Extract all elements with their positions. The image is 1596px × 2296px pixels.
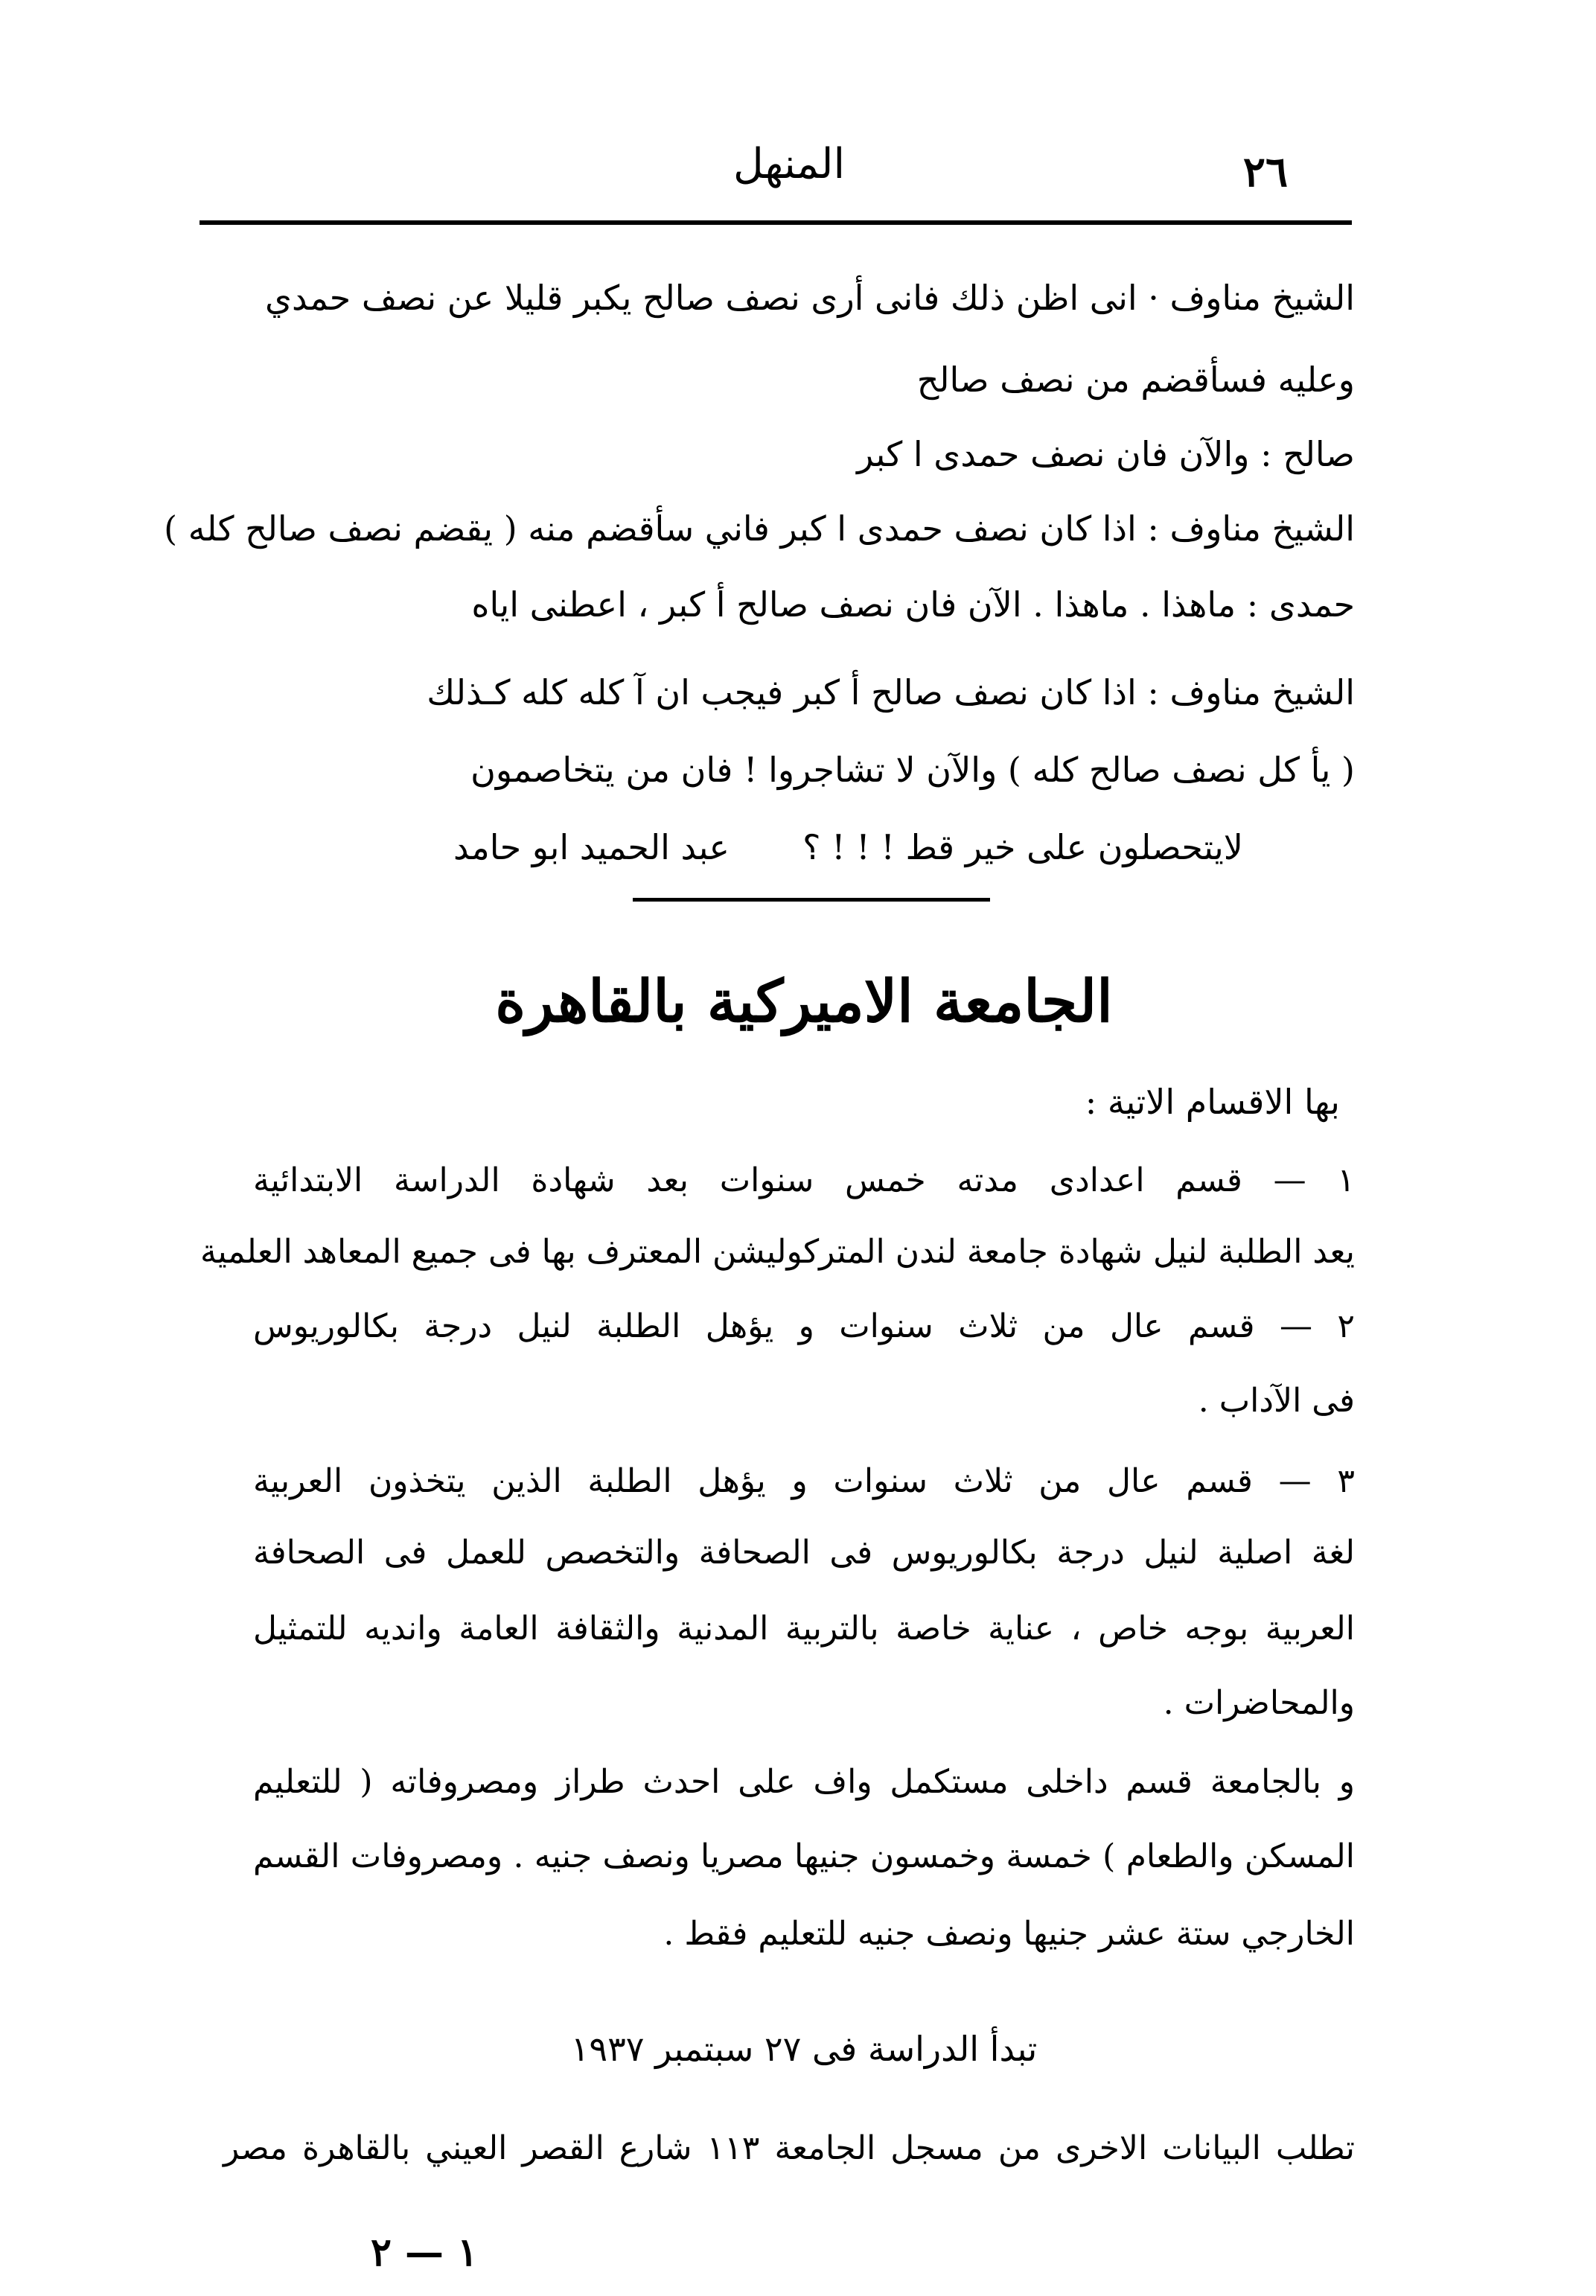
dialogue-line: صالح : والآن فان نصف حمدى ا كبر [857, 434, 1355, 474]
ad-line: المسكن والطعام ) خمسة وخمسون جنيها مصريا ونصف جنيه . ومصروفات القسم [253, 1837, 1355, 1875]
running-title: المنهل [732, 140, 846, 188]
ad-line: ٣ — قسم عال من ثلاث سنوات و يؤهل الطلبة الذين يتخذون العربية [253, 1462, 1355, 1500]
ad-footer: تطلب البيانات الاخرى من مسجل الجامعة ١١٣ شارع القصر العيني بالقاهرة مصر [223, 2129, 1355, 2167]
ad-line: ٢ — قسم عال من ثلاث سنوات و يؤهل الطلبة لنيل درجة بكالوريوس [253, 1307, 1355, 1345]
ad-line: و بالجامعة قسم داخلى مستكمل واف على احدث طراز ومصروفاته ( للتعليم [253, 1763, 1355, 1801]
dialogue-line: الشيخ مناوف · انى اظن ذلك فانى أرى نصف صالح يكبر قليلا عن نصف حمدي [265, 278, 1355, 318]
ad-line: فى الآداب . [1198, 1382, 1355, 1420]
ad-line: والمحاضرات . [1163, 1684, 1355, 1722]
dialogue-line: حمدى : ماهذا . ماهذا . الآن فان نصف صالح أ كبر ، اعطنى اياه [471, 584, 1355, 625]
ad-line: يعد الطلبة لنيل شهادة جامعة لندن المتركوليشن المعترف بها فى جميع المعاهد العلمية [200, 1233, 1355, 1271]
dialogue-line: وعليه فسأقضم من نصف صالح [916, 360, 1355, 400]
ad-line: العربية بوجه خاص ، عناية خاصة بالتربية المدنية والثقافة العامة وانديه للتمثيل [253, 1610, 1355, 1648]
section-divider [633, 898, 990, 902]
ad-line: لغة اصلية لنيل درجة بكالوريوس فى الصحافة والتخصص للعمل فى الصحافة [253, 1534, 1355, 1572]
printer-signature: ١ — ٢ [370, 2230, 479, 2275]
ad-line: الخارجي ستة عشر جنيها ونصف جنيه للتعليم فقط . [663, 1915, 1355, 1953]
header-rule [200, 220, 1352, 225]
ad-line: ١ — قسم اعدادى مدته خمس سنوات بعد شهادة الدراسة الابتدائية [253, 1161, 1355, 1199]
dialogue-line: الشيخ مناوف : اذا كان نصف حمدى ا كبر فاني سأقضم منه ( يقضم نصف صالح كله ) [164, 508, 1355, 549]
dialogue-line: ( يأ كل نصف صالح كله ) والآن لا تشاجروا ! فان من يتخاصمون [470, 750, 1355, 790]
start-date: تبدأ الدراسة فى ٢٧ سبتمبر ١٩٣٧ [570, 2029, 1038, 2069]
ad-intro: بها الاقسام الاتية : [1085, 1082, 1340, 1122]
dialogue-line: الشيخ مناوف : اذا كان نصف صالح أ كبر فيجب ان آ كله كله كـذلك [427, 672, 1355, 712]
author-name: عبد الحميد ابو حامد [453, 827, 730, 867]
dialogue-closing-line: لايتحصلون على خير قط ! ! ! ؟ [802, 827, 1243, 867]
page-number: ٢٦ [1242, 147, 1289, 197]
ad-heading: الجامعة الاميركية بالقاهرة [495, 968, 1113, 1036]
